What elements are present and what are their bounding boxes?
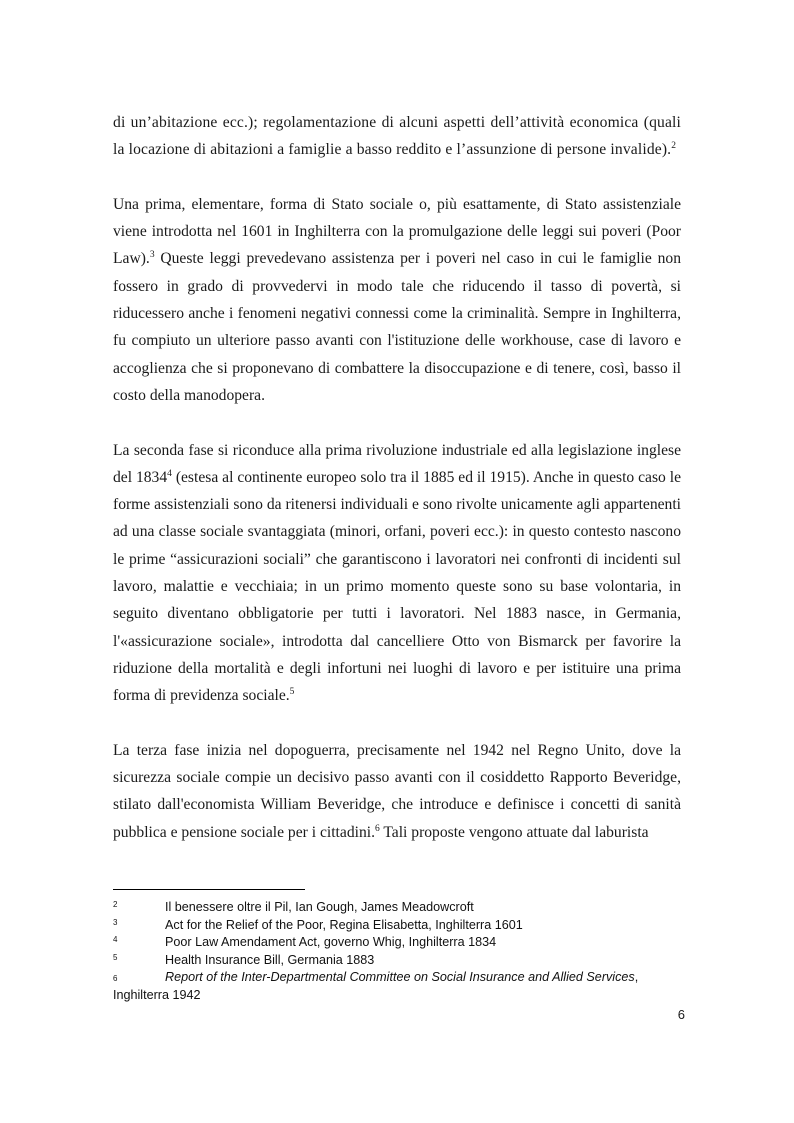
paragraph-3-text-middle: (estesa al continente europeo solo tra il 1885 ed il 1915). Anche in questo caso le forme assistenziali sono da ritenersi individuali e sono rivolte unicamente agli appartenenti ad una classe sociale svantaggiata (minori, orfani, poveri ecc.): in questo contesto nascono le prime “assicurazioni sociali” che garantiscono i lavoratori nei confronti di incidenti sul lavoro, malattie e vecchiaia; in un primo momento queste sono su base volontaria, in seguito diventano obbligatorie per tutti i lavoratori. Nel 1883 nasce, in Germania, l'«assicurazione sociale», introdotta dal cancelliere Otto von Bismarck per favorire la riduzione della mortalità e degli infortuni nei luoghi di lavoro e per istituire una prima forma di previdenza sociale. — [113, 468, 681, 705]
paragraph-4-text-end: Tali proposte vengono attuate dal laburista — [379, 823, 649, 841]
footnote-number: 2 — [113, 900, 118, 909]
footnote-text: Il benessere oltre il Pil, Ian Gough, James Meadowcroft — [165, 900, 474, 914]
footnote-4 — [113, 934, 693, 952]
page-number: 6 — [677, 1007, 685, 1022]
paragraph-2 — [113, 191, 681, 409]
footnote-text-plain: , Inghilterra 1942 — [113, 970, 639, 1002]
footnote-text: Act for the Relief of the Poor, Regina Elisabetta, Inghilterra 1601 — [165, 917, 523, 932]
footnote-separator — [113, 889, 305, 890]
footnotes — [113, 899, 693, 1005]
paragraph-1 — [113, 109, 681, 164]
footnote-text: Health Insurance Bill, Germania 1883 — [165, 952, 375, 967]
footnote-number: 3 — [113, 917, 118, 927]
paragraph-1-text: di un’abitazione ecc.); regolamentazione di alcuni aspetti dell’attività economica (quali la locazione di abitazioni a famiglie a basso reddito e l’assunzione di persone invalide). — [113, 114, 681, 159]
footnote-6 — [113, 969, 693, 1004]
body-text — [113, 109, 681, 873]
paragraph-2-text-start: Una prima, elementare, forma di Stato sociale o, più esattamente, di Stato assistenziale viene introdotta nel 1601 in Inghilterra con la promulgazione delle leggi sui poveri (Poor Law). — [113, 195, 681, 268]
footnote-ref-6[interactable]: 6 — [374, 823, 380, 834]
footnote-number: 5 — [113, 952, 118, 962]
paragraph-3-text-start: La seconda fase si riconduce alla prima rivoluzione industriale ed alla legislazione inglese del 1834 — [113, 441, 681, 486]
footnote-text-italic: Report of the Inter-Departmental Committee on Social Insurance and Allied Services — [165, 970, 635, 985]
footnote-ref-3[interactable]: 3 — [149, 250, 155, 261]
footnote-number: 4 — [113, 935, 118, 945]
footnote-ref-5[interactable]: 5 — [289, 687, 295, 698]
footnote-number: 6 — [113, 974, 118, 984]
footnote-5 — [113, 952, 693, 970]
footnote-text: Poor Law Amendament Act, governo Whig, Inghilterra 1834 — [165, 935, 497, 950]
footnote-ref-4[interactable]: 4 — [167, 468, 172, 479]
paragraph-2-text-end: Queste leggi prevedevano assistenza per i poveri nel caso in cui le famiglie non fossero in grado di provvedervi in modo tale che riducendo il tasso di povertà, si riducessero anche i fenomeni negativi connessi come la criminalità. Sempre in Inghilterra, fu compiuto un ulteriore passo avanti con l'istituzione delle workhouse, case di lavoro e accoglienza che si proponevano di combattere la disoccupazione e di tenere, così, basso il costo della manodopera. — [113, 250, 681, 404]
paragraph-4-text-start: La terza fase inizia nel dopoguerra, precisamente nel 1942 nel Regno Unito, dove la sicurezza sociale compie un decisivo passo avanti con il cosiddetto Rapporto Beveridge, stilato dall'economista William Beveridge, che introduce e definisce i concetti di sanità pubblica e pensione sociale per i cittadini. — [113, 741, 681, 841]
paragraph-3 — [113, 437, 681, 710]
footnote-2 — [113, 899, 693, 917]
paragraph-4 — [113, 737, 681, 846]
footnote-3 — [113, 917, 693, 935]
footnote-ref-2[interactable]: 2 — [671, 141, 677, 152]
